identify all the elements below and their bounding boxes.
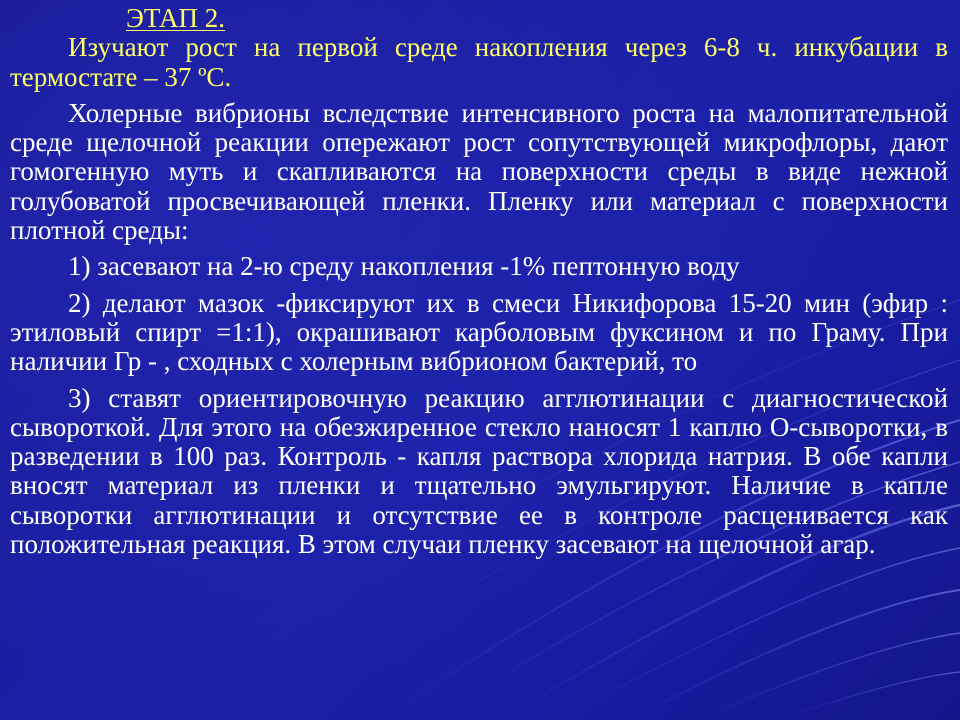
paragraph-incubation: Изучают рост на первой среде накопления через 6-8 ч. инкубации в термостате – 37 ºС.	[10, 32, 948, 92]
paragraph-step-3: 3) ставят ориентировочную реакцию агглютинации с диагностической сывороткой. Для этого на обезжиренное стекло наносят 1 каплю О-сыворотки, в разведении в 100 раз. Контроль - капля раствора хлорида натрия. В обе капли вносят материал из пленки и тщательно эмульгируют. Наличие в капле сыворотки агглютинации и отсутствие ее в контроле расценивается как положительная реакция. В этом случаи пленку засевают на щелочной агар.	[10, 382, 948, 560]
slide-text-body	[10, 4, 948, 559]
paragraph-step-1: 1) засевают на 2-ю среду накопления -1% пептонную воду	[68, 251, 740, 282]
step-heading: ЭТАП 2.	[126, 3, 225, 33]
paragraph-vibrio-growth: Холерные вибрионы вследствие интенсивного роста на малопитательной среде щелочной реакции опережают рост сопутствующей микрофлоры, дают гомогенную муть и скапливаются на поверхности среды в виде нежной голубоватой просвечивающей пленки. Пленку или материал с поверхности плотной среды:	[10, 97, 948, 246]
paragraph-step-2: 2) делают мазок -фиксируют их в смеси Никифорова 15-20 мин (эфир : этиловый спирт =1:1), окрашивают карболовым фуксином и по Граму. При наличии Гр - , сходных с холерным вибрионом бактерий, то	[10, 287, 948, 377]
step-heading-line	[10, 4, 948, 33]
